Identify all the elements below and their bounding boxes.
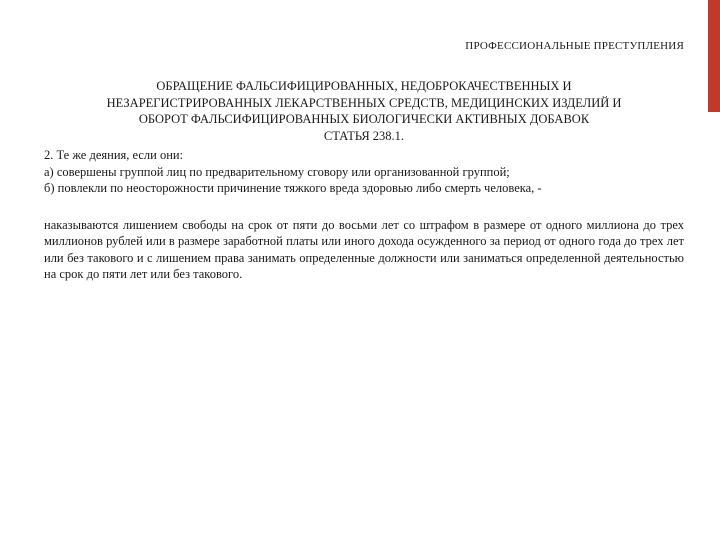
article-penalty: наказываются лишением свободы на срок от пяти до восьми лет со штрафом в размере от одного миллиона до трех миллионов рублей или в размере заработной платы или иного дохода осужденного за период от одного года до трех лет или без такового и с лишением права занимать определенные должности или заниматься определенной деятельностью на срок до пяти лет или без такового. [44,217,684,281]
article-number: СТАТЬЯ 238.1. [323,128,405,143]
spacer [44,197,684,217]
article-heading-line: НЕЗАРЕГИСТРИРОВАННЫХ ЛЕКАРСТВЕННЫХ СРЕДСТВ, МЕДИЦИНСКИХ ИЗДЕЛИЙ И [106,95,622,110]
accent-bar [708,0,720,112]
article-heading-line: ОБОРОТ ФАЛЬСИФИЦИРОВАННЫХ БИОЛОГИЧЕСКИ АКТИВНЫХ ДОБАВОК [138,112,590,126]
slide-header-title: ПРОФЕССИОНАЛЬНЫЕ ПРЕСТУПЛЕНИЯ [465,40,684,52]
article-paragraph: 2. Те же деяния, если они: [44,148,184,162]
article-paragraph: б) повлекли по неосторожности причинение тяжкого вреда здоровью либо смерть человека, - [44,181,542,195]
article-paragraph: а) совершены группой лиц по предварительному сговору или организованной группой; [44,164,510,179]
slide-content [44,78,684,283]
article-heading [44,78,684,144]
article-heading-line: ОБРАЩЕНИЕ ФАЛЬСИФИЦИРОВАННЫХ, НЕДОБРОКАЧЕСТВЕННЫХ И [156,79,572,93]
